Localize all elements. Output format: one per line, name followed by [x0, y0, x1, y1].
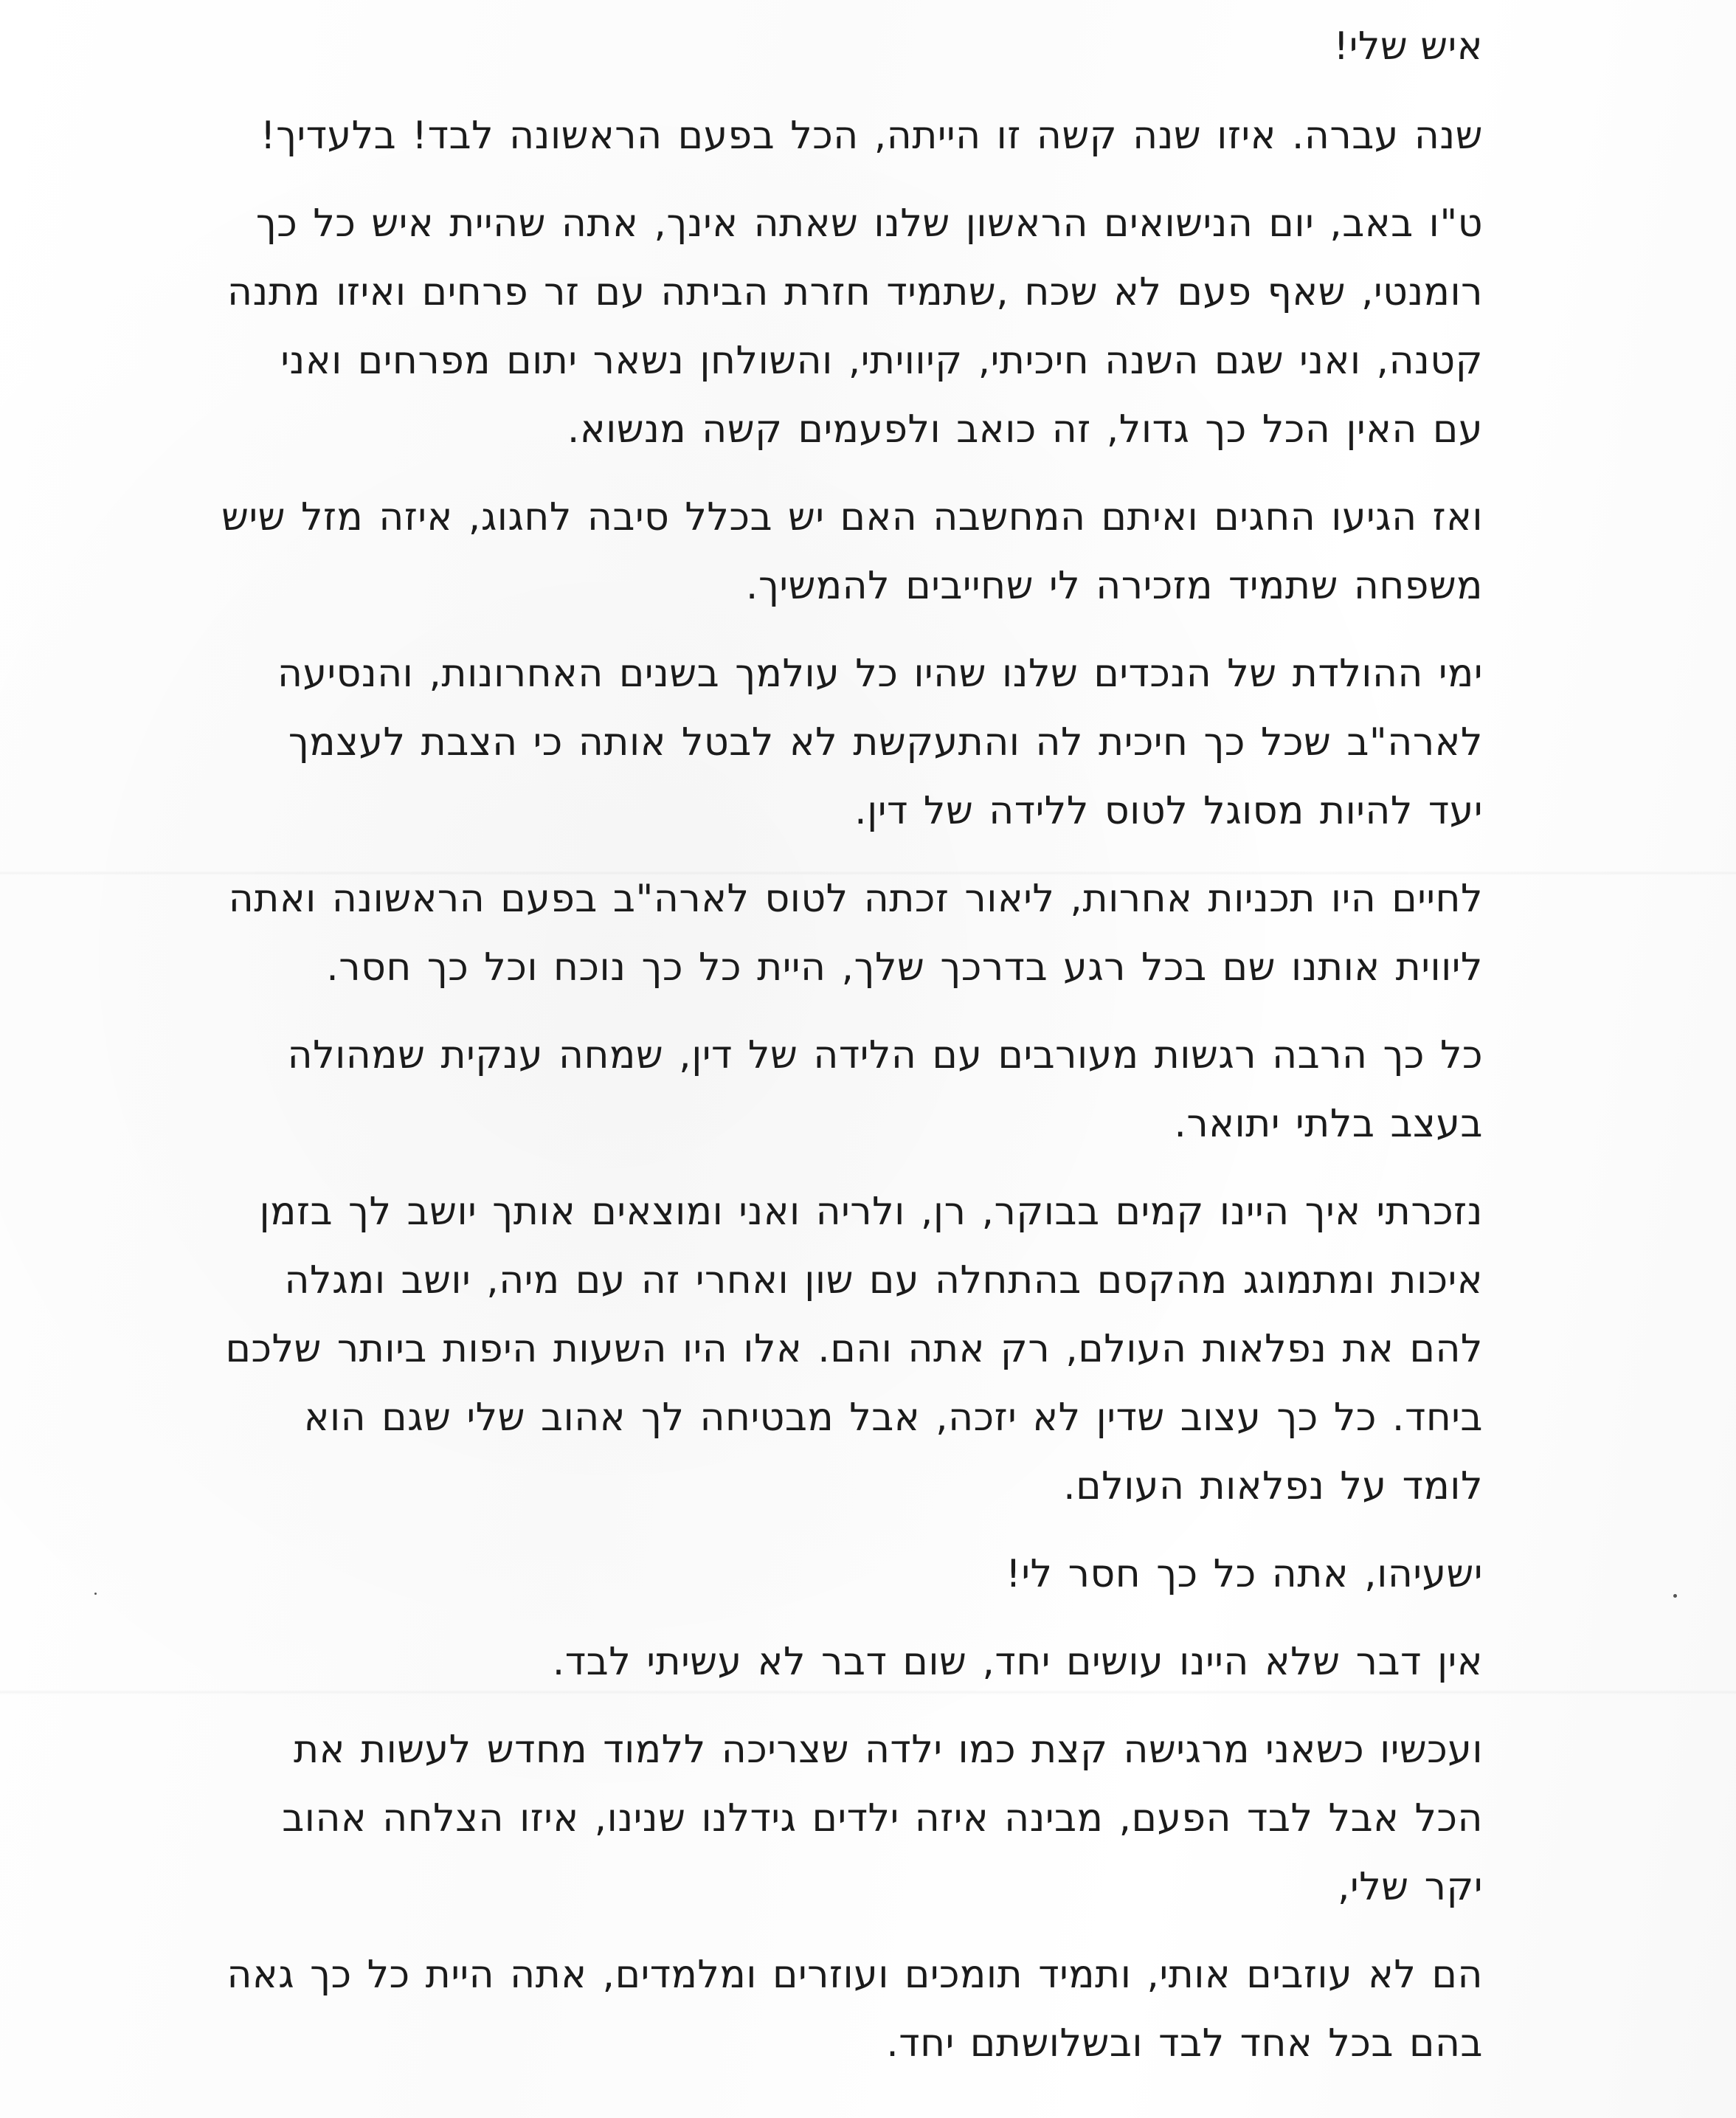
letter-greeting: איש שלי!: [1333, 24, 1483, 69]
letter-paragraph: ועכשיו כשאני מרגישה קצת כמו ילדה שצריכה ללמוד מחדש לעשות את הכל אבל לבד הפעם, מבינה איזה ילדים גידלנו שנינו, איזו הצלחה אהוב יקר שלי,: [282, 1728, 1483, 1909]
letter-paragraph: לחיים היו תכניות אחרות, ליאור זכתה לטוס לארה"ב בפעם הראשונה ואתה ליווית אותנו שם בכל רגע בדרכך שלך, היית כל כך נוכח וכל כך חסר.: [228, 877, 1483, 990]
letter-paragraph: אין דבר שלא היינו עושים יחד, שום דבר לא עשיתי לבד.: [552, 1640, 1483, 1684]
paper-speck: [94, 1593, 97, 1595]
letter-body: [221, 21, 1483, 2097]
letter-paragraph: שנה עברה. איזו שנה קשה זו הייתה, הכל בפעם הראשונה לבד! בלעדיך!: [260, 114, 1483, 158]
letter-paragraph: ימי ההולדת של הנכדים שלנו שהיו כל עולמך בשנים האחרונות, והנסיעה לארה"ב שכל כך חיכית לה והתעקשת לא לבטל אותה כי הצבת לעצמך יעד להיות מסוגל לטוס ללידה של דין.: [277, 652, 1483, 833]
letter-paragraph: ט"ו באב, יום הנישואים הראשון שלנו שאתה אינך, אתה שהיית איש כל כך רומנטי, שאף פעם לא שכח ,שתמיד חזרת הביתה עם זר פרחים ואיזו מתנה קטנה, ואני שגם השנה חיכיתי, קיוויתי, והשולחן נשאר יתום מפרחים ואני עם האין הכל כך גדול, זה כואב ולפעמים קשה מנשוא.: [227, 201, 1483, 452]
letter-paragraph: ישעיהו, אתה כל כך חסר לי!: [1006, 1552, 1483, 1596]
letter-paragraph: נזכרתי איך היינו קמים בבוקר, רן, ולריה ואני ומוצאים אותך יושב לך בזמן איכות ומתמוגג מהקסם בהתחלה עם שון ואחרי זה עם מיה, יושב ומגלה להם את נפלאות העולם, רק אתה והם. אלו היו השעות היפות ביותר שלכם ביחד. כל כך עצוב שדין לא יזכה, אבל מבטיחה לך אהוב שלי שגם הוא לומד על נפלאות העולם.: [225, 1190, 1483, 1508]
paper-speck: [1673, 1594, 1677, 1598]
letter-paragraph: כל כך הרבה רגשות מעורבים עם הלידה של דין, שמחה ענקית שמהולה בעצב בלתי יתואר.: [287, 1033, 1483, 1146]
letter-paragraph: ואז הגיעו החגים ואיתם המחשבה האם יש בכלל סיבה לחגוג, איזה מזל שיש משפחה שתמיד מזכירה לי שחייבים להמשיך.: [221, 495, 1483, 608]
letter-paragraph: הם לא עוזבים אותי, ותמיד תומכים ועוזרים ומלמדים, אתה היית כל כך גאה בהם בכל אחד לבד ובשלושתם יחד.: [226, 1953, 1483, 2066]
